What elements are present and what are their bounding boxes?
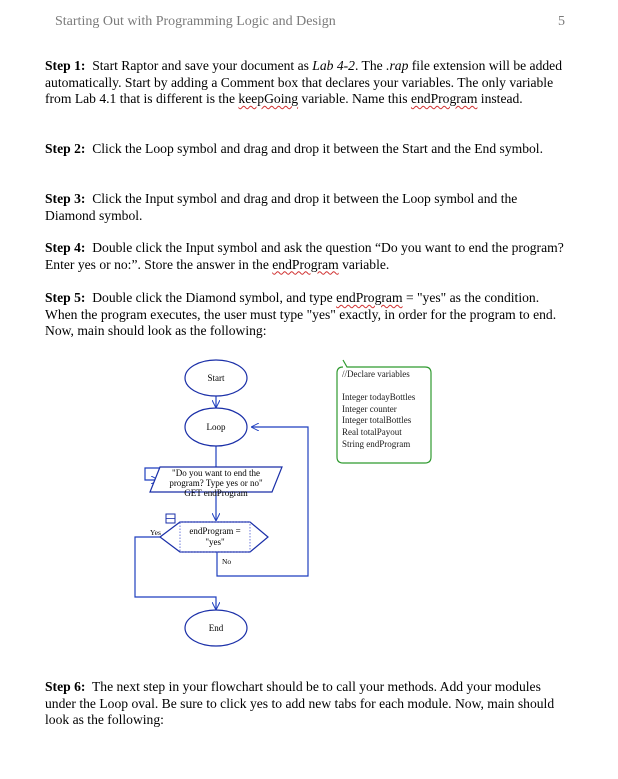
comment-line: Real totalPayout xyxy=(342,427,402,437)
document-title: Starting Out with Programming Logic and Design xyxy=(55,14,336,29)
variable-name: endProgram xyxy=(336,290,403,305)
comment-line: //Declare variables xyxy=(342,369,410,379)
loop-back-line xyxy=(217,427,308,576)
step-5: Step 5: Double click the Diamond symbol, and type endProgram = "yes" as the condition. When the program executes, the user must type "yes" exactly, in order for the program to end. Now, main should look as the following: xyxy=(45,290,557,339)
comment-line: Integer counter xyxy=(342,404,397,414)
file-extension: .rap xyxy=(386,58,409,73)
comment-line: String endProgram xyxy=(342,439,411,449)
input-prompt-line: "Do you want to end the xyxy=(172,468,260,478)
step-label: Step 6: xyxy=(45,679,86,694)
input-prompt-line: program? Type yes or no" xyxy=(169,478,263,488)
file-name: Lab 4-2 xyxy=(312,58,355,73)
variable-name: endProgram xyxy=(272,256,339,272)
end-label: End xyxy=(208,623,224,633)
step-label: Step 1: xyxy=(45,58,86,73)
step-2: Step 2: Click the Loop symbol and drag and drop it between the Start and the End symbol. xyxy=(45,141,543,156)
start-label: Start xyxy=(207,373,225,383)
step-3: Step 3: Click the Input symbol and drag and drop it between the Loop symbol and the Diamond symbol. xyxy=(45,191,518,223)
variable-name: endProgram xyxy=(410,91,478,107)
input-get-statement: GET endProgram xyxy=(184,488,248,498)
variable-name: keepGoing xyxy=(238,91,299,107)
comment-line: Integer todayBottles xyxy=(342,392,416,402)
yes-label: Yes xyxy=(150,528,161,537)
step-label: Step 4: xyxy=(45,240,86,255)
step-6: Step 6: The next step in your flowchart should be to call your methods. Add your modules under the Loop oval. Be sure to click yes to add new tabs for each module. Now, main should look as the following: xyxy=(45,679,555,728)
step-4: Step 4: Double click the Input symbol and ask the question “Do you want to end the program? Enter yes or no:”. Store the answer in the endProgram variable. xyxy=(45,240,564,272)
step-label: Step 3: xyxy=(45,191,86,206)
decision-condition-line: endProgram = xyxy=(189,526,241,536)
step-label: Step 5: xyxy=(45,290,86,305)
page-number: 5 xyxy=(558,14,565,29)
step-label: Step 2: xyxy=(45,141,86,156)
decision-condition-line: "yes" xyxy=(205,537,225,547)
loop-label: Loop xyxy=(206,422,226,432)
comment-line: Integer totalBottles xyxy=(342,415,412,425)
no-label: No xyxy=(222,557,232,566)
step-1: Step 1: Start Raptor and save your document as Lab 4-2. The .rap file extension will be added automatically. Start by adding a Comment box that declares your variables. The only variable from Lab 4.1 that is different is the keepGoing variable. Name this endProgram instead. xyxy=(45,58,563,107)
